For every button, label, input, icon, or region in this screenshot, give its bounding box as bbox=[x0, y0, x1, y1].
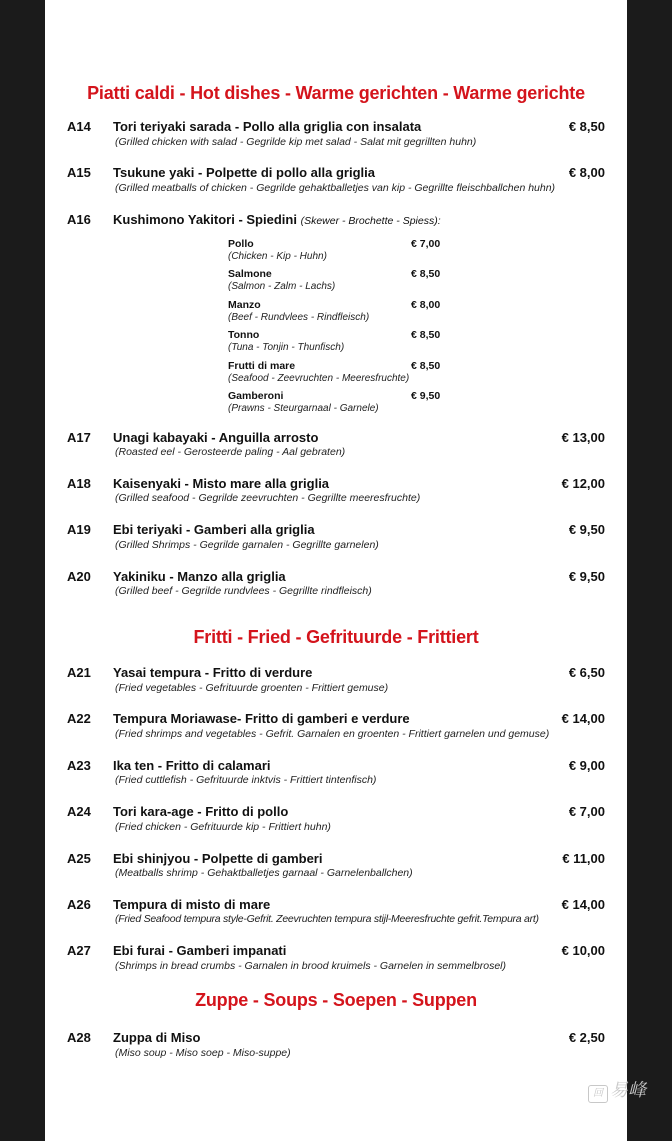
skewer-name: Tonno bbox=[228, 329, 260, 341]
item-code: A22 bbox=[67, 711, 91, 726]
menu-page bbox=[45, 0, 627, 1141]
item-title: Tempura Moriawase- Fritto di gamberi e verdure bbox=[113, 711, 410, 726]
item-description: (Grilled beef - Gegrilde rundvlees - Gegrillte rindfleisch) bbox=[115, 585, 372, 597]
item-code: A14 bbox=[67, 119, 91, 134]
item-title-text: Kushimono Yakitori - Spiedini bbox=[113, 212, 297, 227]
item-title: Tori teriyaki sarada - Pollo alla griglia con insalata bbox=[113, 119, 422, 134]
item-price: € 2,50 bbox=[568, 1030, 605, 1045]
item-subtitle: (Skewer - Brochette - Spiess): bbox=[300, 215, 441, 227]
item-title: Unagi kabayaki - Anguilla arrosto bbox=[113, 430, 319, 445]
item-title: Kaisenyaki - Misto mare alla griglia bbox=[113, 476, 330, 491]
section-title-fried: Fritti - Fried - Gefrituurde - Frittiert bbox=[193, 627, 479, 647]
item-code: A19 bbox=[67, 522, 91, 537]
section-title-soups: Zuppe - Soups - Soepen - Suppen bbox=[195, 990, 477, 1010]
section-title-hot-dishes: Piatti caldi - Hot dishes - Warme gerichten - Warme gerichte bbox=[87, 83, 585, 103]
item-description: (Grilled chicken with salad - Gegrilde kip met salad - Salat mit gegrillten huhn) bbox=[115, 136, 477, 148]
item-price: € 13,00 bbox=[561, 430, 605, 445]
item-title: Tempura di misto di mare bbox=[113, 897, 271, 912]
item-price: € 12,00 bbox=[561, 476, 605, 491]
item-description: (Fried chicken - Gefrituurde kip - Frittiert huhn) bbox=[115, 821, 331, 833]
skewer-name: Salmone bbox=[228, 268, 272, 280]
skewer-name: Gamberoni bbox=[228, 390, 284, 402]
skewer-price: € 7,00 bbox=[411, 238, 441, 250]
item-code: A20 bbox=[67, 569, 91, 584]
item-title: Ebi shinjyou - Polpette di gamberi bbox=[113, 851, 323, 866]
watermark-text: 易峰 bbox=[610, 1080, 646, 1100]
item-code: A24 bbox=[67, 804, 91, 819]
skewer-description: (Salmon - Zalm - Lachs) bbox=[228, 281, 336, 292]
item-title: Tsukune yaki - Polpette di pollo alla griglia bbox=[113, 165, 375, 180]
item-price: € 9,00 bbox=[568, 758, 605, 773]
item-price: € 6,50 bbox=[568, 665, 605, 680]
item-price: € 9,50 bbox=[568, 522, 605, 537]
item-description: (Meatballs shrimp - Gehaktballetjes garnaal - Garnelenballchen) bbox=[115, 867, 413, 879]
item-title: Zuppa di Miso bbox=[113, 1030, 201, 1045]
item-description: (Fried vegetables - Gefrituurde groenten - Frittiert gemuse) bbox=[115, 682, 389, 694]
item-description: (Grilled Shrimps - Gegrilde garnalen - Gegrillte garnelen) bbox=[115, 539, 379, 551]
skewer-description: (Tuna - Tonjin - Thunfisch) bbox=[228, 342, 345, 353]
item-price: € 9,50 bbox=[568, 569, 605, 584]
skewer-price: € 8,50 bbox=[411, 329, 441, 341]
item-title: Ebi furai - Gamberi impanati bbox=[113, 943, 287, 958]
item-title: Ebi teriyaki - Gamberi alla griglia bbox=[113, 522, 315, 537]
item-title: Yakiniku - Manzo alla griglia bbox=[113, 569, 286, 584]
item-title: Tori kara-age - Fritto di pollo bbox=[113, 804, 289, 819]
item-price: € 10,00 bbox=[561, 943, 605, 958]
item-code: A16 bbox=[67, 212, 91, 227]
item-code: A21 bbox=[67, 665, 91, 680]
item-title: Yasai tempura - Fritto di verdure bbox=[113, 665, 313, 680]
item-price: € 8,50 bbox=[568, 119, 605, 134]
item-title bbox=[113, 212, 441, 227]
item-description: (Grilled seafood - Gegrilde zeevruchten - Gegrillte meeresfruchte) bbox=[115, 492, 421, 504]
skewer-description: (Seafood - Zeevruchten - Meeresfruchte) bbox=[228, 373, 410, 384]
skewer-price: € 8,50 bbox=[411, 360, 441, 372]
item-code: A23 bbox=[67, 758, 91, 773]
item-code: A15 bbox=[67, 165, 91, 180]
skewer-name: Frutti di mare bbox=[228, 360, 296, 372]
item-price: € 14,00 bbox=[561, 897, 605, 912]
item-code: A18 bbox=[67, 476, 91, 491]
skewer-price: € 8,50 bbox=[411, 268, 441, 280]
skewer-description: (Beef - Rundvlees - Rindfleisch) bbox=[228, 312, 370, 323]
item-title: Ika ten - Fritto di calamari bbox=[113, 758, 271, 773]
item-code: A17 bbox=[67, 430, 91, 445]
skewer-name: Pollo bbox=[228, 238, 254, 250]
item-description: (Fried shrimps and vegetables - Gefrit. Garnalen en groenten - Frittiert garnelen und gemuse) bbox=[115, 728, 550, 740]
item-description: (Shrimps in bread crumbs - Garnalen in brood kruimels - Garnelen in semmelbrosel) bbox=[115, 960, 506, 972]
item-price: € 8,00 bbox=[568, 165, 605, 180]
skewer-name: Manzo bbox=[228, 299, 261, 311]
skewer-price: € 8,00 bbox=[411, 299, 441, 311]
item-code: A25 bbox=[67, 851, 91, 866]
item-price: € 7,00 bbox=[568, 804, 605, 819]
item-price: € 14,00 bbox=[561, 711, 605, 726]
skewer-description: (Prawns - Steurgarnaal - Garnele) bbox=[228, 403, 379, 414]
item-code: A27 bbox=[67, 943, 91, 958]
item-price: € 11,00 bbox=[562, 851, 605, 866]
skewer-price: € 9,50 bbox=[411, 390, 441, 402]
watermark bbox=[588, 1076, 668, 1136]
item-description: (Roasted eel - Gerosteerde paling - Aal gebraten) bbox=[115, 446, 346, 458]
item-description: (Grilled meatballs of chicken - Gegrilde gehaktballetjes van kip - Gegrillte fleischballchen huhn) bbox=[115, 182, 556, 194]
item-description: (Miso soup - Miso soep - Miso-suppe) bbox=[115, 1047, 291, 1059]
item-code: A26 bbox=[67, 897, 91, 912]
watermark-seal-icon: 回 bbox=[588, 1085, 608, 1103]
item-description: (Fried cuttlefish - Gefrituurde inktvis - Frittiert tintenfisch) bbox=[115, 774, 377, 786]
item-description: (Fried Seafood tempura style-Gefrit. Zeevruchten tempura stijl-Meeresfruchte gefrit.Tempura art) bbox=[115, 913, 539, 925]
item-code: A28 bbox=[67, 1030, 91, 1045]
skewer-description: (Chicken - Kip - Huhn) bbox=[228, 251, 327, 262]
